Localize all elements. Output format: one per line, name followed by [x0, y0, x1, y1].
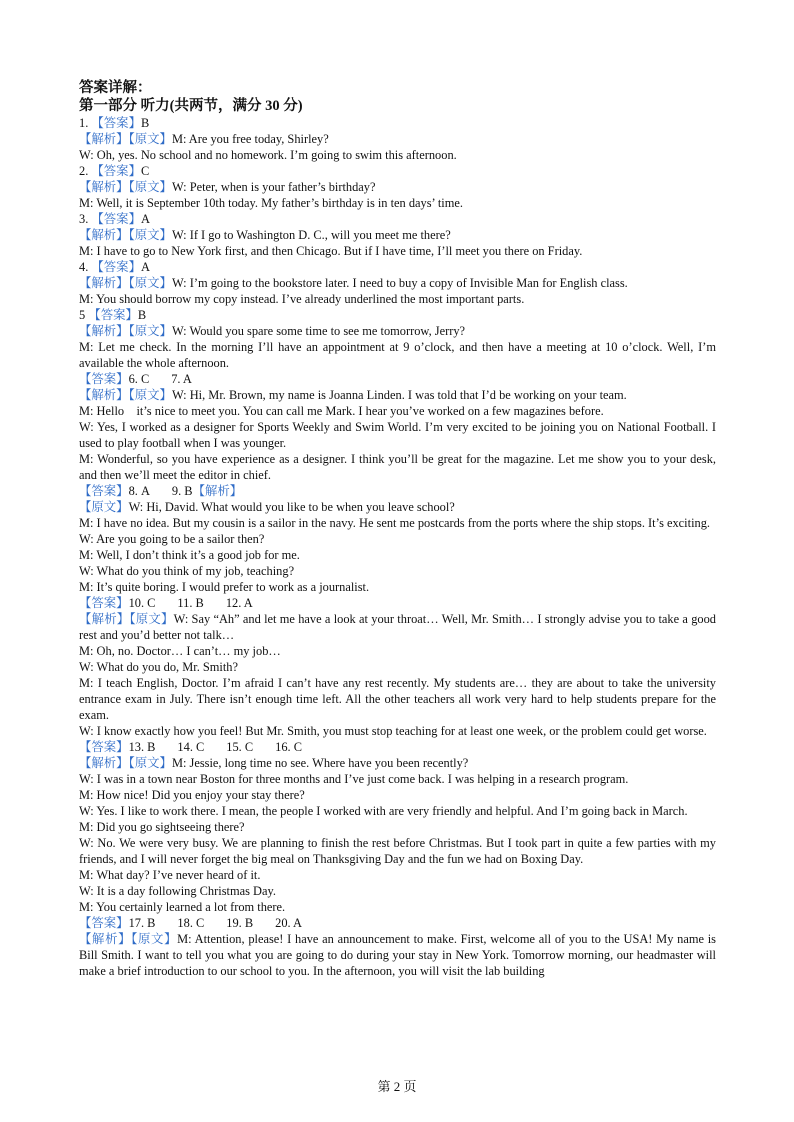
transcript-text: M: Well, I don’t think it’s a good job for me.	[79, 548, 300, 562]
transcript-text: W: Yes, I worked as a designer for Sports Weekly and Swim World. I’m very excited to be joining you on National Football. I used to play football when I was younger.	[79, 420, 716, 450]
transcript-text: M: Wonderful, so you have experience as a designer. I think you’ll be great for the magazine. Let me show you to your desk, and then we’ll meet the editor in chief.	[79, 452, 716, 482]
answer-value: 14. C	[177, 740, 205, 754]
transcript-text: W: It is a day following Christmas Day.	[79, 884, 276, 898]
transcript-text: W: Would you spare some time to see me tomorrow, Jerry?	[171, 324, 466, 338]
transcript-text: M: Attention, please! I have an announcement to make. First, welcome all of you to the USA! My name is Bill Smith. I want to tell you what you are going to do during your stay in New York. Tomorrow morning, our headmaster will make a brief introduction to our school to you. In the afternoon, you will visit the lab building	[79, 932, 716, 978]
transcript-text: W: Hi, Mr. Brown, my name is Joanna Linden. I was told that I’d be working on your team.	[171, 388, 627, 402]
transcript-line	[79, 195, 716, 211]
transcript-text: M: Let me check. In the morning I’ll have an appointment at 9 o’clock, and then have a meeting at 10 o’clock. Well, I’m available the whole afternoon.	[79, 340, 716, 370]
answer-tag: 【答案】	[91, 212, 141, 226]
doc-title: 答案详解：	[79, 80, 152, 96]
transcript-line	[79, 883, 716, 899]
transcript-text: W: I know exactly how you feel! But Mr. Smith, you must stop teaching for at least one week, or the problem could get worse.	[79, 724, 707, 738]
transcript-line	[79, 547, 716, 563]
transcript-start	[79, 387, 716, 403]
question-number: 1.	[79, 116, 89, 130]
answer-value: 17. B	[128, 916, 156, 930]
answer-content	[79, 80, 716, 979]
transcript-text: W: If I go to Washington D. C., will you meet me there?	[171, 228, 451, 242]
answer-value: 12. A	[225, 596, 253, 610]
page-number: 第 2 页	[377, 1079, 417, 1094]
answer-value: 13. B	[128, 740, 156, 754]
analysis-tag: 【解析】	[79, 756, 129, 770]
transcript-text: M: I teach English, Doctor. I’m afraid I can’t have any rest recently. My students are… they are about to take the university entrance exam in July. There isn’t enough time left. All the other teachers all work very hard to help students prepare for the exam.	[79, 676, 716, 722]
answer-value: B	[140, 116, 150, 130]
question-number: 2.	[79, 164, 89, 178]
transcript-text: W: Oh, yes. No school and no homework. I’m going to swim this afternoon.	[79, 148, 457, 162]
question-number: 5	[79, 308, 86, 322]
transcript-line	[79, 835, 716, 867]
transcript-text: M: You certainly learned a lot from there.	[79, 900, 286, 914]
transcript-text: M: Jessie, long time no see. Where have you been recently?	[171, 756, 469, 770]
original-tag: 【原文】	[128, 324, 172, 338]
transcript-line	[79, 243, 716, 259]
transcript-start	[79, 275, 716, 291]
transcript-line	[79, 515, 716, 531]
transcript-text: W: Say “Ah” and let me have a look at your throat… Well, Mr. Smith… I strongly advise you to take a good rest and you’d better not talk…	[79, 612, 716, 642]
transcript-line	[79, 451, 716, 483]
transcript-text: M: You should borrow my copy instead. I’ve already underlined the most important parts.	[79, 292, 525, 306]
answer-tag: 【答案】	[91, 164, 141, 178]
answer-tag: 【答案】	[88, 308, 138, 322]
transcript-line	[79, 339, 716, 371]
answer-line	[79, 371, 716, 387]
answer-tag: 【答案】	[79, 916, 129, 930]
transcript-start	[79, 323, 716, 339]
transcript-line	[79, 643, 716, 659]
original-tag: 【原文】	[129, 612, 174, 626]
answer-tag: 【答案】	[91, 260, 141, 274]
answer-value: 19. B	[226, 916, 254, 930]
answer-line	[79, 915, 716, 931]
transcript-text: M: Did you go sightseeing there?	[79, 820, 245, 834]
answer-line	[79, 115, 716, 131]
answer-line	[79, 595, 716, 611]
transcript-line	[79, 403, 716, 419]
transcript-start	[79, 755, 716, 771]
answer-value: C	[140, 164, 150, 178]
answer-tag: 【答案】	[79, 740, 129, 754]
transcript-line	[79, 147, 716, 163]
transcript-text: M: I have no idea. But my cousin is a sailor in the navy. He sent me postcards from the ports where the ship stops. It’s exciting.	[79, 516, 710, 530]
answer-tag: 【答案】	[79, 484, 129, 498]
original-tag: 【原文】	[128, 756, 172, 770]
transcript-line	[79, 675, 716, 723]
analysis-tag: 【解析】	[79, 388, 129, 402]
transcript-text: M: Well, it is September 10th today. My father’s birthday is in ten days’ time.	[79, 196, 463, 210]
transcript-text: W: Hi, David. What would you like to be when you leave school?	[128, 500, 455, 514]
answer-line	[79, 307, 716, 323]
answer-value: 18. C	[177, 916, 205, 930]
analysis-tag: 【解析】	[79, 276, 129, 290]
transcript-text: M: What day? I’ve never heard of it.	[79, 868, 261, 882]
answer-line	[79, 211, 716, 227]
transcript-line	[79, 787, 716, 803]
transcript-start	[79, 179, 716, 195]
question-number: 4.	[79, 260, 89, 274]
transcript-line	[79, 659, 716, 675]
original-tag: 【原文】	[128, 180, 172, 194]
analysis-tag: 【解析】	[79, 324, 129, 338]
analysis-tag: 【解析】	[79, 180, 129, 194]
section-heading: 第一部分 听力(共两节，满分 30 分)	[79, 97, 303, 114]
transcript-start	[79, 931, 716, 979]
answer-value: A	[140, 212, 150, 226]
answer-value: 11. B	[177, 596, 204, 610]
transcript-line	[79, 563, 716, 579]
transcript-line	[79, 531, 716, 547]
transcript-line	[79, 867, 716, 883]
transcript-text: M: Oh, no. Doctor… I can’t… my job…	[79, 644, 281, 658]
transcript-text: M: Hello it’s nice to meet you. You can call me Mark. I hear you’ve worked on a few magazines before.	[79, 404, 604, 418]
answer-tag: 【答案】	[79, 372, 129, 386]
transcript-text: W: No. We were very busy. We are planning to finish the rest before Christmas. But I took part in quite a few parties with my friends, and I will never forget the big meal on Thanksgiving Day and the fun we had on Boxing Day.	[79, 836, 716, 866]
transcript-line	[79, 899, 716, 915]
transcript-text: W: I’m going to the bookstore later. I need to buy a copy of Invisible Man for English class.	[171, 276, 628, 290]
transcript-start	[79, 611, 716, 643]
answer-value: 9. B	[171, 484, 193, 498]
answer-line	[79, 259, 716, 275]
transcript-line	[79, 723, 716, 739]
transcript-text: W: Are you going to be a sailor then?	[79, 532, 265, 546]
transcript-line	[79, 771, 716, 787]
transcript-text: W: Peter, when is your father’s birthday?	[171, 180, 376, 194]
transcript-text: M: It’s quite boring. I would prefer to work as a journalist.	[79, 580, 370, 594]
transcript-text: M: Are you free today, Shirley?	[171, 132, 329, 146]
transcript-line	[79, 819, 716, 835]
answer-value: A	[140, 260, 150, 274]
transcript-line	[79, 579, 716, 595]
answer-value: 10. C	[128, 596, 156, 610]
transcript-text: M: How nice! Did you enjoy your stay there?	[79, 788, 305, 802]
transcript-line	[79, 291, 716, 307]
transcript-text: M: I have to go to New York first, and then Chicago. But if I have time, I’ll meet you there on Friday.	[79, 244, 583, 258]
transcript-start	[79, 227, 716, 243]
analysis-tag: 【解析】	[79, 612, 130, 626]
question-number: 3.	[79, 212, 89, 226]
original-tag: 【原文】	[131, 932, 178, 946]
analysis-tag: 【解析】	[79, 132, 129, 146]
answer-value: 20. A	[275, 916, 302, 930]
original-tag: 【原文】	[128, 388, 172, 402]
answer-value: 7. A	[171, 372, 192, 386]
transcript-line	[79, 419, 716, 451]
answer-tag: 【答案】	[91, 116, 141, 130]
original-tag: 【原文】	[128, 228, 172, 242]
analysis-tag: 【解析】	[79, 228, 129, 242]
analysis-tag: 【解析】	[192, 484, 243, 498]
transcript-start	[79, 499, 716, 515]
answer-value: 8. A	[128, 484, 150, 498]
answer-value: 6. C	[128, 372, 150, 386]
analysis-tag: 【解析】	[79, 932, 132, 946]
transcript-line	[79, 803, 716, 819]
original-tag: 【原文】	[128, 132, 172, 146]
transcript-text: W: What do you think of my job, teaching?	[79, 564, 295, 578]
answer-line	[79, 163, 716, 179]
transcript-text: W: I was in a town near Boston for three months and I’ve just come back. I was helping in a research program.	[79, 772, 629, 786]
answer-value: B	[137, 308, 147, 322]
answer-line	[79, 739, 716, 755]
original-tag: 【原文】	[128, 276, 172, 290]
answer-value: 16. C	[275, 740, 302, 754]
transcript-text: W: Yes. I like to work there. I mean, the people I worked with are very friendly and helpful. And I’m going back in March.	[79, 804, 688, 818]
original-tag: 【原文】	[79, 500, 129, 514]
transcript-text: W: What do you do, Mr. Smith?	[79, 660, 239, 674]
answer-tag: 【答案】	[79, 596, 129, 610]
transcript-start	[79, 131, 716, 147]
answer-value: 15. C	[226, 740, 254, 754]
answer-line	[79, 483, 716, 499]
